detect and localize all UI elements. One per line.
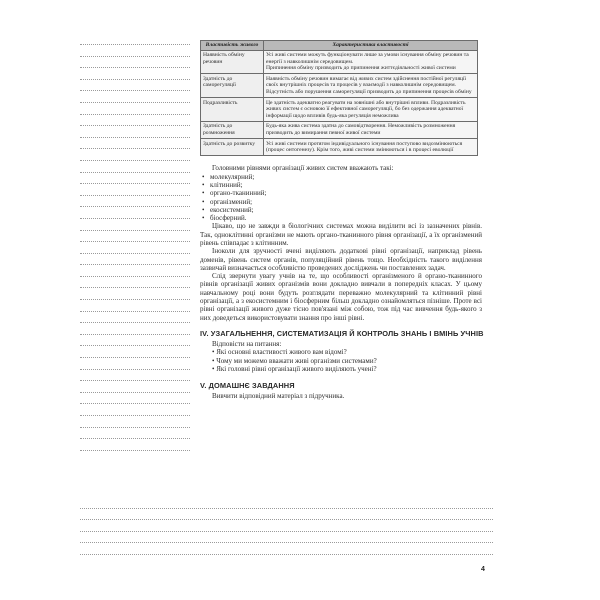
note-line xyxy=(80,403,190,404)
note-line xyxy=(80,508,493,509)
list-item: • біосферний. xyxy=(202,214,247,223)
note-line xyxy=(80,311,190,312)
table-cell-property: Здатність до розвитку xyxy=(201,139,264,156)
note-line xyxy=(80,519,493,520)
bullet-icon: • xyxy=(202,172,205,181)
note-line xyxy=(80,218,190,219)
note-line xyxy=(80,345,190,346)
table-header-row xyxy=(201,41,478,51)
note-line xyxy=(80,531,493,532)
table-row xyxy=(201,50,478,74)
note-line xyxy=(80,114,190,115)
note-line xyxy=(80,253,190,254)
section-4-heading: IV. УЗАГАЛЬНЕННЯ, СИСТЕМАТИЗАЦІЯ Й КОНТРОЛЬ ЗНАНЬ І ВМІНЬ УЧНІВ xyxy=(200,328,484,338)
note-line xyxy=(80,369,190,370)
note-line xyxy=(80,299,190,300)
note-line xyxy=(80,450,190,451)
list-item: • Які основні властивості живого вам відомі? xyxy=(212,348,347,357)
note-line xyxy=(80,415,190,416)
bullet-icon: • xyxy=(202,197,205,206)
margin-notes-lines xyxy=(80,44,190,461)
note-line xyxy=(80,79,190,80)
paragraph: Слід звернути увагу учнів на те, що особливості організменого й органо-тканинного рівнів організації живих організмів вони докладно вивчали в попередніх класах. У цьому навчальному році вони будуть розглядати переважно молекулярний та клітинний рівні організації, а з екосистемним і біосферним більш докладно ознайомляться пізніше. Проте всі рівні організації живого дуже тісно пов'язані між собою, тож під час вивчення будь-якого з них доведеться використовувати знання про інші рівні. xyxy=(200,272,482,322)
table-cell-characteristic xyxy=(264,74,478,98)
table-cell-characteristic xyxy=(264,139,478,156)
note-line xyxy=(80,276,190,277)
cell-paragraph: Це здатність адекватно реагувати на зовнішні або внутрішні впливи. Подразливість живих систем є основою її ефективної саморегуляції, бо без одержання адекватної інформації щодо впливів будь-яка регуляція неможлива xyxy=(266,99,466,119)
note-line xyxy=(80,427,190,428)
bullet-icon: • xyxy=(212,356,217,365)
note-line xyxy=(80,148,190,149)
bullet-icon: • xyxy=(202,189,205,198)
note-line xyxy=(80,195,190,196)
cell-paragraph: Будь-яка жива система здатна до самовідтворення. Неможливість розмноження призводить до вимирання певної живої системи xyxy=(266,123,456,137)
cell-paragraph: Припинення обміну призводить до припинення життєдіяльності живої системи xyxy=(266,65,456,72)
body-text xyxy=(200,164,482,322)
table-cell-characteristic xyxy=(264,98,478,122)
bullet-icon: • xyxy=(212,348,217,357)
note-line xyxy=(80,44,190,45)
section-5-heading: V. ДОМАШНЄ ЗАВДАННЯ xyxy=(200,380,295,390)
note-line xyxy=(80,172,190,173)
note-line xyxy=(80,554,493,555)
note-line xyxy=(80,206,190,207)
main-content xyxy=(200,40,492,400)
cell-paragraph: Усі живі системи протягом індивідуального існування поступово видозмінюються (процес онтогенезу). Крім того, живі системи змінюються і в процесі еволюції xyxy=(266,140,463,154)
note-line xyxy=(80,357,190,358)
bullet-icon: • xyxy=(212,365,217,374)
note-line xyxy=(80,90,190,91)
note-line xyxy=(80,392,190,393)
list-item: • молекулярний; xyxy=(202,172,255,181)
table-cell-characteristic xyxy=(264,50,478,74)
table-cell-characteristic xyxy=(264,121,478,138)
note-line xyxy=(80,230,190,231)
bullet-icon: • xyxy=(202,205,205,214)
table-cell-property: Подразливість xyxy=(201,98,264,122)
note-line xyxy=(80,264,190,265)
note-line xyxy=(80,137,190,138)
properties-table xyxy=(200,40,478,156)
list-item: • Чому ми можемо вважати живі організми системами? xyxy=(212,356,377,365)
note-line xyxy=(80,67,190,68)
table-row xyxy=(201,98,478,122)
section-4-intro: Відповісти на питання: xyxy=(212,339,282,348)
list-item: • організмений; xyxy=(202,197,253,206)
bullet-icon: • xyxy=(202,180,205,189)
note-line xyxy=(80,322,190,323)
table-row xyxy=(201,139,478,156)
paragraph: Цікаво, що не завжди в біологічних системах можна виділити всі із зазначених рівнів. Так, одноклітинні організми не мають органо-тканинного рівня організації, а їх організмений рівень співпадає з клітинним. xyxy=(200,222,482,247)
table-header-characteristic: Характеристика властивості xyxy=(264,41,478,51)
table-row xyxy=(201,121,478,138)
note-line xyxy=(80,56,190,57)
cell-paragraph: Усі живі системи можуть функціонувати лише за умови існування обміну речовин та енергії з навколишнім середовищем. xyxy=(266,52,469,65)
table-cell-property: Здатність до саморегуляції xyxy=(201,74,264,98)
note-line xyxy=(80,125,190,126)
homework-text: Вивчити відповідний матеріал з підручника. xyxy=(212,391,345,400)
note-line xyxy=(80,380,190,381)
note-line xyxy=(80,241,190,242)
note-line xyxy=(80,160,190,161)
page-number: 4 xyxy=(481,566,485,573)
bullet-icon: • xyxy=(202,214,205,223)
note-line xyxy=(80,287,190,288)
note-line xyxy=(80,183,190,184)
list-item: • органо-тканинний; xyxy=(202,189,267,198)
list-item: • екосистемний; xyxy=(202,205,254,214)
table-cell-property: Наявність обміну речовин xyxy=(201,50,264,74)
levels-list xyxy=(200,173,482,223)
note-line xyxy=(80,334,190,335)
section-5-body xyxy=(200,392,492,400)
bottom-notes-lines xyxy=(80,508,493,565)
note-line xyxy=(80,438,190,439)
cell-paragraph: Наявність обміну речовин вимагає від живих систем здійснення постійної регуляції своїх внутрішніх процесів та процесів у взаємодії з навколишнім середовищем. Відсутність або порушення саморегуляції призводить до припинення процесів обміну xyxy=(266,75,472,96)
paragraph: Іноколи для зручності вчені виділяють додаткові рівні організації, наприклад рівень доменів, рівень систем органів, популяційний рівень тощо. Необхідність такого виділення зазвичай визначається особливістю проведених досліджень чи поставлених задач. xyxy=(200,247,482,272)
section-4-body xyxy=(200,340,492,374)
levels-intro: Головними рівнями організації живих систем вважають такі: xyxy=(212,164,394,173)
table-row xyxy=(201,74,478,98)
table-cell-property: Здатність до розмноження xyxy=(201,121,264,138)
note-line xyxy=(80,102,190,103)
note-line xyxy=(80,542,493,543)
list-item: • Які головні рівні організації живого виділяють учені? xyxy=(212,365,377,374)
table-header-property: Властивість живого xyxy=(201,41,264,51)
list-item: • клітинний; xyxy=(202,180,243,189)
